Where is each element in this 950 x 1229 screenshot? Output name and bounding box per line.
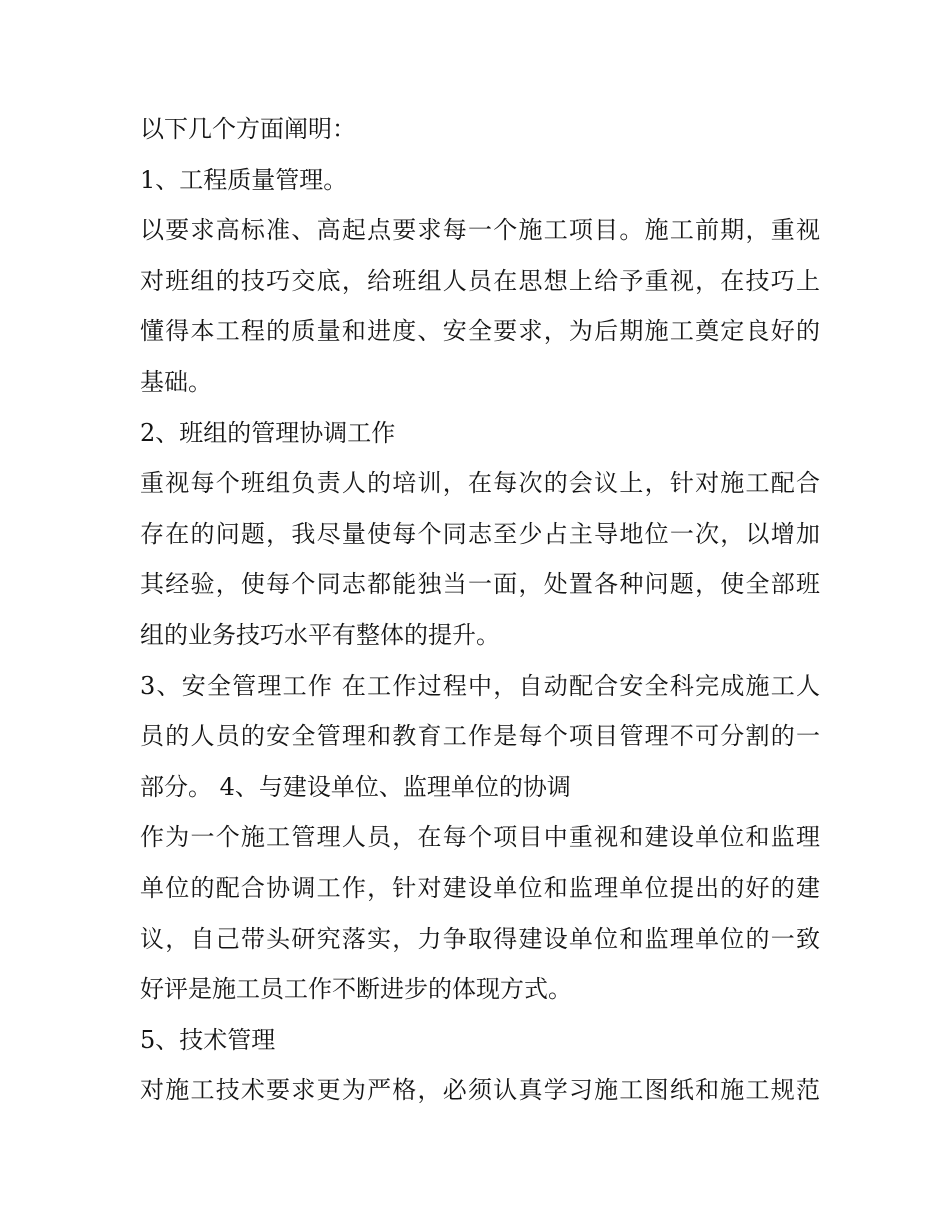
- document-body: [140, 104, 820, 1116]
- text-line: 重视每个班组负责人的培训，在每次的会议上，针对施工配合: [140, 469, 820, 498]
- text-line: 以下几个方面阐明：: [140, 115, 356, 143]
- section-heading: 2、班组的管理协调工作: [140, 418, 396, 447]
- text-line: 员的人员的安全管理和教育工作是每个项目管理不可分割的一: [140, 722, 820, 751]
- text-line: 对班组的技巧交底，给班组人员在思想上给予重视，在技巧上: [140, 266, 820, 295]
- text-line: 3、安全管理工作 在工作过程中，自动配合安全科完成施工人: [140, 671, 820, 700]
- text-line: 其经验，使每个同志都能独当一面，处置各种问题，使全部班: [140, 570, 820, 599]
- text-line: 好评是施工员工作不断进步的体现方式。: [140, 975, 572, 1004]
- text-line: 懂得本工程的质量和进度、安全要求，为后期施工奠定良好的: [140, 317, 820, 346]
- section-heading: 1、工程质量管理。: [140, 165, 348, 194]
- text-line: 单位的配合协调工作，针对建设单位和监理单位提出的好的建: [140, 873, 820, 902]
- text-line: 组的业务技巧水平有整体的提升。: [140, 620, 500, 649]
- text-line: 对施工技术要求更为严格，必须认真学习施工图纸和施工规范: [140, 1076, 820, 1105]
- text-line: 议，自己带头研究落实，力争取得建设单位和监理单位的一致: [140, 924, 820, 953]
- text-line: 基础。: [140, 367, 212, 396]
- section-heading: 5、技术管理: [140, 1025, 276, 1054]
- text-line: 以要求高标准、高起点要求每一个施工项目。施工前期，重视: [140, 216, 820, 245]
- text-line: 存在的问题，我尽量使每个同志至少占主导地位一次，以增加: [140, 519, 820, 548]
- text-line: 作为一个施工管理人员，在每个项目中重视和建设单位和监理: [140, 823, 820, 852]
- text-line: 部分。 4、与建设单位、监理单位的协调: [140, 772, 571, 801]
